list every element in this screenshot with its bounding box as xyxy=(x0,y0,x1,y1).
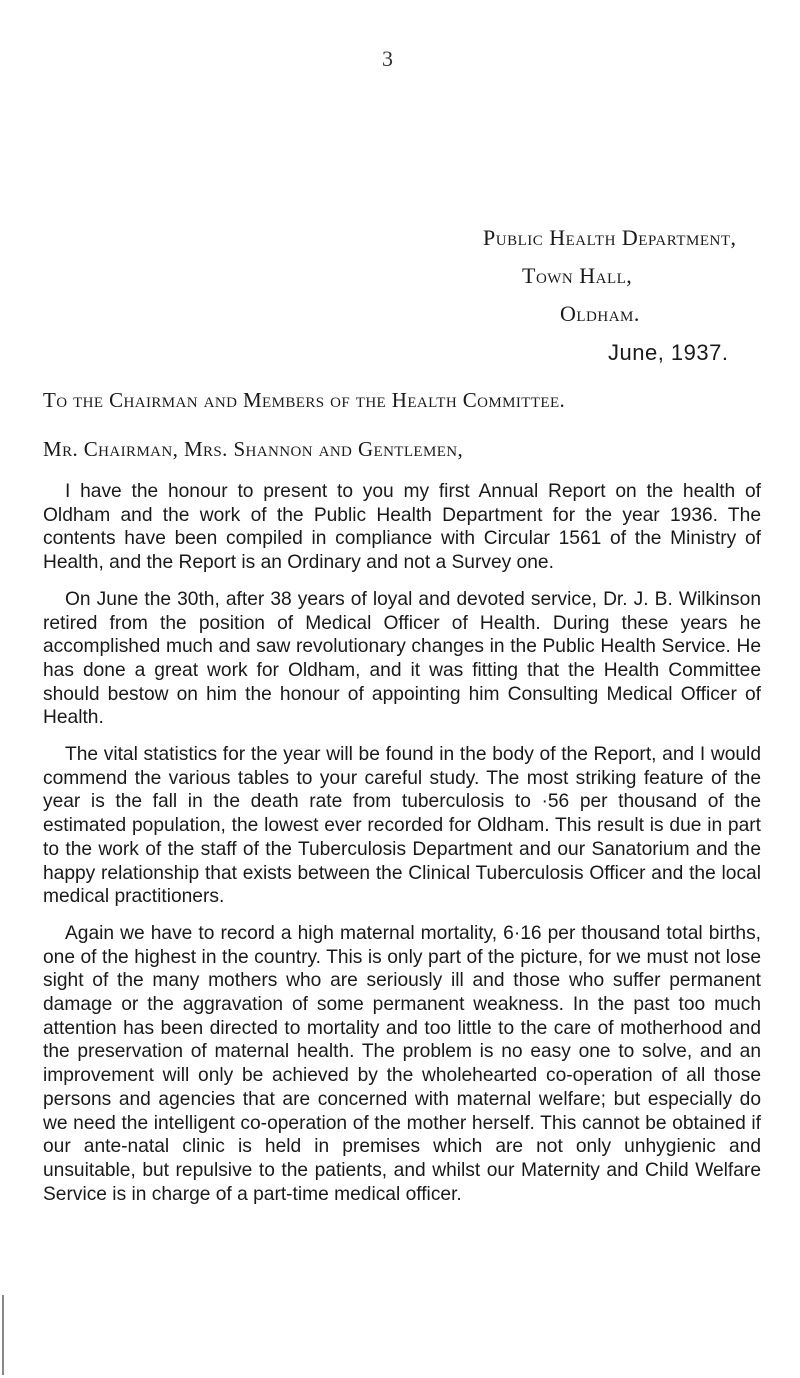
address-department: Public Health Department, xyxy=(483,225,737,250)
letter-body xyxy=(43,480,761,1219)
page-number: 3 xyxy=(382,46,393,71)
address-building: Town Hall, xyxy=(522,263,633,288)
paragraph-1: I have the honour to present to you my first Annual Report on the health of Oldham and the work of the Public Health Department for the year 1936. The contents have been compiled in compliance with Circular 1561 of the Ministry of Health, and the Report is an Ordinary and not a Survey one. xyxy=(43,481,761,574)
scan-margin-line xyxy=(2,1295,4,1375)
salutation: Mr. Chairman, Mrs. Shannon and Gentlemen, xyxy=(43,437,464,461)
paragraph-4: Again we have to record a high maternal mortality, 6·16 per thousand total births, one of the highest in the country. This is only part of the picture, for we must not lose sight of the many mothers who are seriously ill and those who suffer permanent damage or the aggravation of some permanent weakness. In the past too much attention has been directed to mortality and too little to the care of motherhood and the preservation of maternal health. The problem is no easy one to solve, and an improvement will only be achieved by the wholehearted co-operation of all those persons and agencies that are concerned with maternal welfare; but especially do we need the intelligent co-operation of the mother herself. This cannot be obtained if our ante-natal clinic is held in premises which are not only unhygienic and unsuitable, but repulsive to the patients, and whilst our Maternity and Child Welfare Service is in charge of a part-time medical officer. xyxy=(43,922,761,1205)
paragraph-2: On June the 30th, after 38 years of loyal and devoted service, Dr. J. B. Wilkinson retired from the position of Medical Officer of Health. During these years he accomplished much and saw revolutionary changes in the Public Health Service. He has done a great work for Oldham, and it was fitting that the Health Committee should bestow on him the honour of appointing him Consulting Medical Officer of Health. xyxy=(43,588,761,729)
address-town: Oldham. xyxy=(560,301,640,326)
addressee-line: To the Chairman and Members of the Health Committee. xyxy=(43,388,566,412)
paragraph-3: The vital statistics for the year will be found in the body of the Report, and I would commend the various tables to your careful study. The most striking feature of the year is the fall in the death rate from tuberculosis to ·56 per thousand of the estimated population, the lowest ever recorded for Oldham. This result is due in part to the work of the staff of the Tuberculosis Department and our Sanatorium and the happy relationship that exists between the Clinical Tuberculosis Officer and the local medical practitioners. xyxy=(43,744,761,908)
letter-date: June, 1937. xyxy=(608,340,729,365)
